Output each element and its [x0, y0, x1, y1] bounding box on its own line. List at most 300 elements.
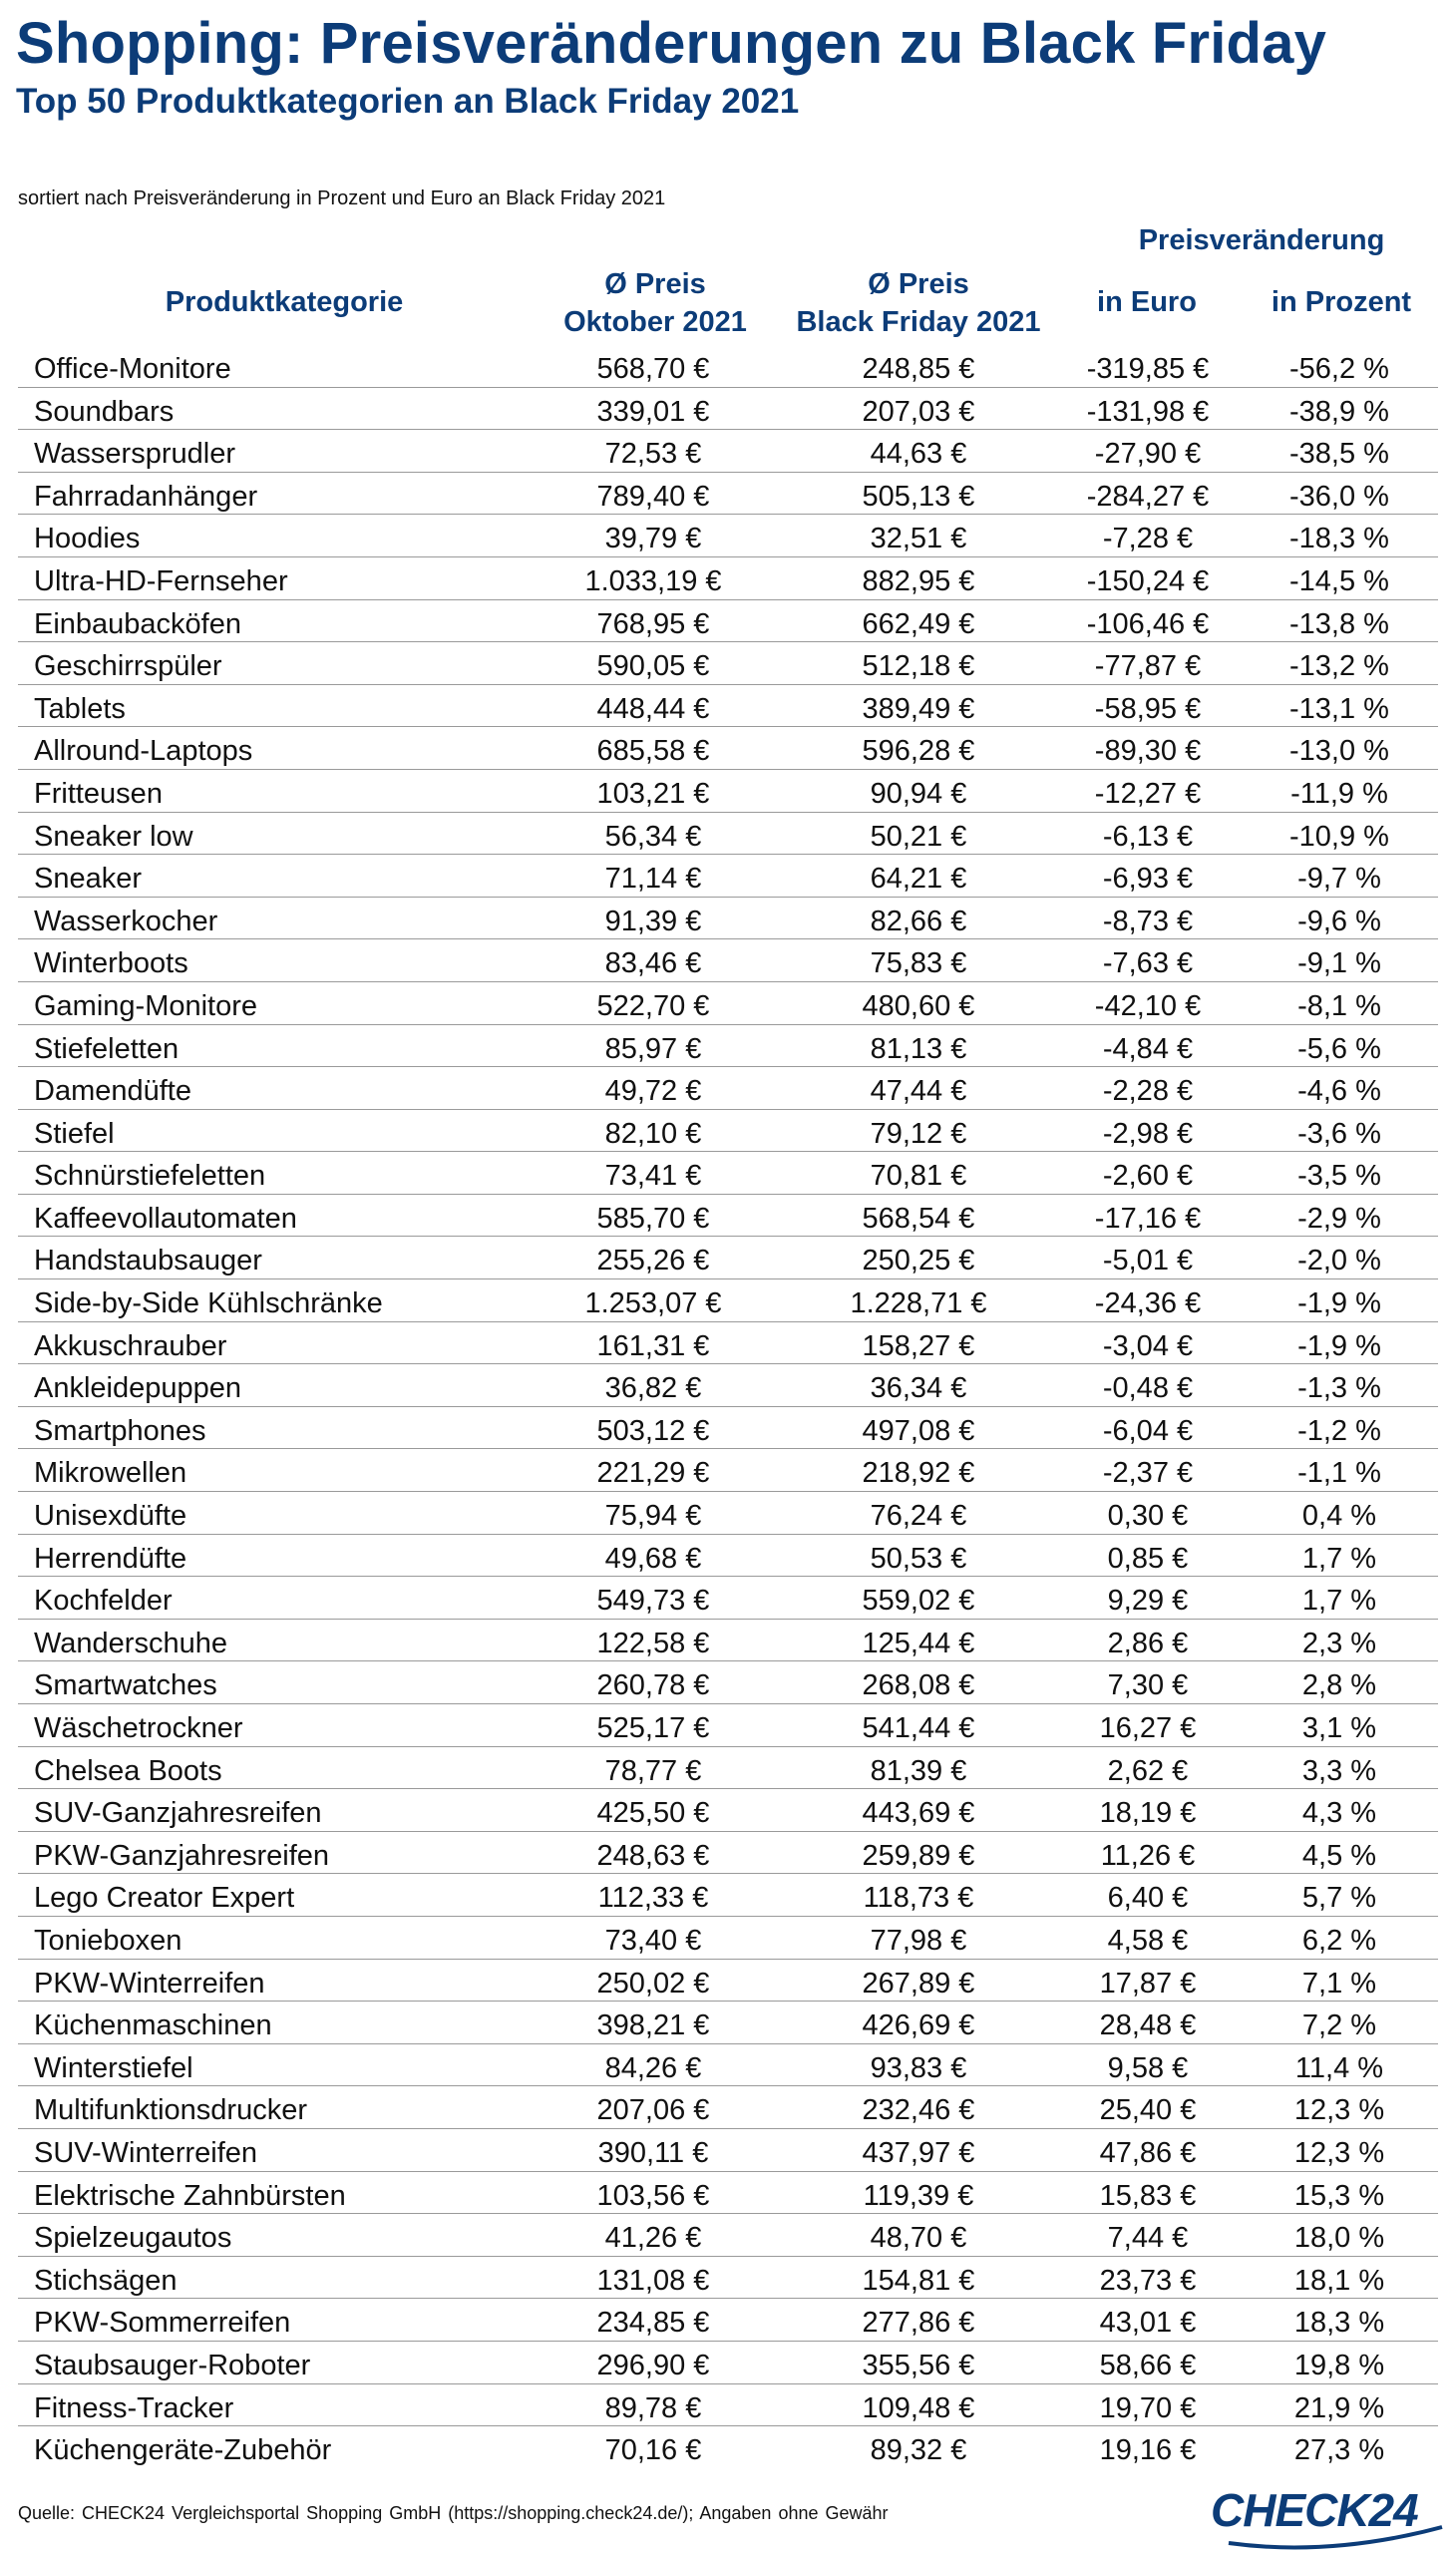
cell-change-euro: 6,40 € — [1107, 1882, 1189, 1915]
cell-price-october: 36,82 € — [604, 1372, 702, 1405]
cell-change-euro: -2,98 € — [1102, 1117, 1194, 1150]
table-row — [18, 1917, 1438, 1960]
cell-change-percent: -3,6 % — [1297, 1117, 1381, 1150]
cell-price-black-friday: 259,89 € — [862, 1839, 975, 1872]
cell-change-euro: 9,29 € — [1107, 1585, 1189, 1618]
cell-price-black-friday: 48,70 € — [870, 2222, 967, 2255]
cell-category: Geschirrspüler — [34, 650, 222, 683]
cell-price-black-friday: 480,60 € — [862, 989, 975, 1022]
cell-change-euro: -17,16 € — [1094, 1202, 1202, 1235]
cell-category: Damendüfte — [34, 1075, 191, 1108]
cell-price-october: 234,85 € — [596, 2307, 710, 2340]
cell-price-october: 72,53 € — [604, 438, 702, 471]
cell-change-percent: 21,9 % — [1293, 2391, 1385, 2424]
cell-price-october: 221,29 € — [596, 1457, 710, 1490]
cell-change-percent: -2,0 % — [1297, 1245, 1381, 1277]
cell-change-euro: 18,19 € — [1099, 1797, 1197, 1830]
cell-price-october: 41,26 € — [604, 2222, 702, 2255]
cell-price-black-friday: 77,98 € — [870, 1924, 967, 1957]
cell-change-percent: 1,7 % — [1301, 1542, 1377, 1575]
cell-price-black-friday: 267,89 € — [862, 1967, 975, 2000]
cell-change-percent: -11,9 % — [1290, 777, 1388, 810]
cell-price-october: 260,78 € — [596, 1669, 710, 1702]
cell-change-percent: -38,9 % — [1289, 395, 1389, 428]
cell-category: Herrendüfte — [34, 1542, 187, 1575]
cell-price-black-friday: 596,28 € — [862, 735, 975, 768]
table-row — [18, 1577, 1438, 1620]
header-in-prozent: in Prozent — [1271, 286, 1412, 318]
table-row — [18, 2002, 1438, 2044]
cell-category: Stichsägen — [34, 2264, 178, 2297]
cell-price-october: 585,70 € — [596, 1202, 710, 1235]
cell-change-euro: -7,63 € — [1102, 947, 1194, 980]
cell-price-october: 75,94 € — [604, 1500, 702, 1533]
cell-price-october: 84,26 € — [604, 2051, 702, 2084]
cell-change-percent: 18,1 % — [1293, 2264, 1385, 2297]
cell-category: Sneaker — [34, 863, 143, 896]
cell-change-euro: -2,28 € — [1102, 1075, 1194, 1108]
cell-change-percent: 18,3 % — [1293, 2307, 1385, 2340]
cell-change-percent: -13,2 % — [1289, 650, 1389, 683]
table-row — [18, 1620, 1438, 1662]
cell-price-october: 590,05 € — [596, 650, 710, 683]
cell-change-percent: -2,9 % — [1297, 1202, 1381, 1235]
cell-change-euro: 0,30 € — [1107, 1500, 1189, 1533]
cell-change-euro: 2,62 € — [1107, 1754, 1189, 1787]
header-preis-black-friday-line1: Ø Preis — [868, 268, 969, 300]
cell-price-black-friday: 559,02 € — [862, 1585, 975, 1618]
cell-price-black-friday: 218,92 € — [862, 1457, 975, 1490]
cell-price-black-friday: 232,46 € — [862, 2094, 975, 2127]
cell-change-percent: -9,1 % — [1297, 947, 1381, 980]
cell-price-october: 103,21 € — [596, 777, 710, 810]
table-row — [18, 515, 1438, 557]
cell-price-black-friday: 541,44 € — [862, 1712, 975, 1744]
cell-change-euro: -319,85 € — [1086, 353, 1210, 385]
cell-price-black-friday: 355,56 € — [862, 2349, 975, 2381]
cell-change-percent: 27,3 % — [1293, 2434, 1385, 2467]
cell-price-black-friday: 75,83 € — [870, 947, 967, 980]
cell-change-percent: -5,6 % — [1297, 1032, 1381, 1065]
cell-price-black-friday: 79,12 € — [870, 1117, 967, 1150]
table-row — [18, 1025, 1438, 1068]
cell-price-october: 390,11 € — [597, 2136, 709, 2169]
cell-change-percent: -1,9 % — [1297, 1329, 1381, 1362]
cell-change-percent: -13,0 % — [1289, 735, 1389, 768]
cell-category: Fritteusen — [34, 777, 163, 810]
cell-category: Wasserkocher — [34, 905, 218, 937]
cell-change-euro: -27,90 € — [1094, 438, 1202, 471]
cell-change-euro: -7,28 € — [1102, 523, 1194, 555]
cell-price-black-friday: 82,66 € — [870, 905, 967, 937]
table-row — [18, 2342, 1438, 2384]
table-row — [18, 770, 1438, 813]
check24-logo — [1211, 2483, 1418, 2537]
cell-price-black-friday: 50,21 € — [870, 820, 967, 853]
table-row — [18, 2129, 1438, 2172]
cell-category: Smartphones — [34, 1414, 206, 1447]
cell-price-october: 39,79 € — [604, 523, 702, 555]
table-row — [18, 557, 1438, 600]
table-row — [18, 1874, 1438, 1917]
table-row — [18, 1449, 1438, 1492]
cell-category: Staubsauger-Roboter — [34, 2349, 311, 2381]
cell-price-black-friday: 118,73 € — [863, 1882, 974, 1915]
cell-change-percent: -1,9 % — [1297, 1287, 1381, 1320]
table-row — [18, 939, 1438, 982]
cell-price-black-friday: 389,49 € — [862, 692, 975, 725]
cell-price-october: 49,68 € — [604, 1542, 702, 1575]
cell-price-black-friday: 81,13 € — [870, 1032, 967, 1065]
cell-change-euro: -131,98 € — [1086, 395, 1210, 428]
cell-price-october: 73,40 € — [604, 1924, 702, 1957]
cell-change-percent: -38,5 % — [1289, 438, 1389, 471]
cell-price-black-friday: 90,94 € — [870, 777, 967, 810]
cell-change-euro: -2,37 € — [1102, 1457, 1194, 1490]
cell-change-percent: 12,3 % — [1293, 2094, 1385, 2127]
table-row — [18, 855, 1438, 898]
cell-category: Unisexdüfte — [34, 1500, 187, 1533]
cell-change-euro: -8,73 € — [1102, 905, 1194, 937]
cell-price-black-friday: 70,81 € — [870, 1160, 967, 1193]
cell-category: Wäschetrockner — [34, 1712, 243, 1744]
cell-price-october: 255,26 € — [596, 1245, 710, 1277]
cell-price-october: 250,02 € — [596, 1967, 710, 2000]
page-title: Shopping: Preisveränderungen zu Black Friday — [16, 11, 1327, 76]
cell-price-black-friday: 437,97 € — [862, 2136, 975, 2169]
cell-change-euro: 19,16 € — [1099, 2434, 1197, 2467]
table-row — [18, 1110, 1438, 1153]
cell-change-euro: 16,27 € — [1099, 1712, 1197, 1744]
cell-change-euro: 4,58 € — [1107, 1924, 1189, 1957]
cell-price-black-friday: 119,39 € — [863, 2179, 974, 2212]
cell-price-black-friday: 89,32 € — [870, 2434, 967, 2467]
cell-category: Office-Monitore — [34, 353, 231, 385]
cell-category: Chelsea Boots — [34, 1754, 222, 1787]
table-row — [18, 2384, 1438, 2427]
cell-category: PKW-Winterreifen — [34, 1967, 265, 2000]
header-preis-black-friday-line2: Black Friday 2021 — [796, 306, 1041, 338]
header-preisveraenderung: Preisveränderung — [1138, 224, 1385, 256]
table-row — [18, 898, 1438, 940]
source-note: Quelle: CHECK24 Vergleichsportal Shopping GmbH (https://shopping.check24.de/); Angaben ohne Gewähr — [18, 2503, 889, 2523]
table-row — [18, 1364, 1438, 1407]
cell-change-euro: -4,84 € — [1102, 1032, 1194, 1065]
cell-price-black-friday: 497,08 € — [862, 1414, 975, 1447]
cell-change-percent: 12,3 % — [1293, 2136, 1385, 2169]
cell-price-october: 103,56 € — [596, 2179, 710, 2212]
table-row — [18, 1789, 1438, 1832]
cell-price-black-friday: 158,27 € — [862, 1329, 975, 1362]
table-row — [18, 600, 1438, 643]
cell-change-percent: 4,3 % — [1301, 1797, 1377, 1830]
cell-price-october: 789,40 € — [596, 480, 710, 513]
cell-change-percent: 4,5 % — [1301, 1839, 1377, 1872]
cell-category: PKW-Sommerreifen — [34, 2307, 291, 2340]
table-row — [18, 1492, 1438, 1535]
page-subtitle: Top 50 Produktkategorien an Black Friday 2021 — [16, 82, 800, 121]
table-row — [18, 2086, 1438, 2129]
cell-category: Elektrische Zahnbürsten — [34, 2179, 346, 2212]
cell-category: Multifunktionsdrucker — [34, 2094, 307, 2127]
cell-change-euro: -24,36 € — [1094, 1287, 1202, 1320]
cell-change-euro: -6,04 € — [1102, 1414, 1194, 1447]
cell-change-percent: 0,4 % — [1301, 1500, 1377, 1533]
cell-price-october: 73,41 € — [604, 1160, 702, 1193]
cell-price-black-friday: 154,81 € — [862, 2264, 975, 2297]
cell-change-euro: -2,60 € — [1102, 1160, 1194, 1193]
cell-change-percent: -56,2 % — [1289, 353, 1389, 385]
cell-category: Soundbars — [34, 395, 175, 428]
cell-change-euro: -58,95 € — [1094, 692, 1202, 725]
sort-note: sortiert nach Preisveränderung in Prozent und Euro an Black Friday 2021 — [18, 187, 666, 209]
cell-category: Winterboots — [34, 947, 188, 980]
cell-change-euro: 25,40 € — [1099, 2094, 1197, 2127]
cell-change-percent: -18,3 % — [1289, 523, 1389, 555]
cell-change-euro: 9,58 € — [1107, 2051, 1189, 2084]
cell-change-percent: -13,8 % — [1289, 607, 1389, 640]
cell-price-black-friday: 36,34 € — [870, 1372, 967, 1405]
cell-change-percent: -8,1 % — [1297, 989, 1381, 1022]
cell-change-percent: -3,5 % — [1297, 1160, 1381, 1193]
cell-category: Side-by-Side Kühlschränke — [34, 1287, 383, 1320]
cell-change-percent: 15,3 % — [1293, 2179, 1385, 2212]
table-row — [18, 2257, 1438, 2300]
cell-change-euro: 7,30 € — [1107, 1669, 1189, 1702]
cell-price-october: 122,58 € — [596, 1627, 710, 1659]
header-preis-oktober-line2: Oktober 2021 — [563, 306, 747, 338]
cell-change-euro: 47,86 € — [1099, 2136, 1197, 2169]
cell-price-october: 685,58 € — [596, 735, 710, 768]
cell-price-october: 503,12 € — [596, 1414, 710, 1447]
table-row — [18, 2214, 1438, 2257]
cell-category: Wanderschuhe — [34, 1627, 227, 1659]
cell-category: Sneaker low — [34, 820, 193, 853]
table-row — [18, 1279, 1438, 1322]
cell-price-october: 89,78 € — [604, 2391, 702, 2424]
cell-price-october: 525,17 € — [596, 1712, 710, 1744]
cell-change-euro: 11,26 € — [1100, 1839, 1196, 1872]
table-row — [18, 1195, 1438, 1238]
cell-change-percent: -10,9 % — [1289, 820, 1389, 853]
cell-category: Lego Creator Expert — [34, 1882, 295, 1915]
cell-price-october: 71,14 € — [604, 863, 702, 896]
header-preis-oktober — [516, 265, 795, 341]
cell-category: Ankleidepuppen — [34, 1372, 242, 1405]
cell-change-percent: -9,6 % — [1297, 905, 1381, 937]
cell-price-october: 161,31 € — [596, 1329, 710, 1362]
cell-change-euro: 19,70 € — [1099, 2391, 1197, 2424]
cell-price-october: 78,77 € — [604, 1754, 702, 1787]
header-in-euro: in Euro — [1097, 286, 1197, 318]
table-row — [18, 1152, 1438, 1195]
cell-price-october: 296,90 € — [596, 2349, 710, 2381]
cell-change-percent: 19,8 % — [1293, 2349, 1385, 2381]
cell-price-black-friday: 443,69 € — [862, 1797, 975, 1830]
cell-category: Wassersprudler — [34, 438, 235, 471]
cell-category: Küchengeräte-Zubehör — [34, 2434, 332, 2467]
cell-price-october: 56,34 € — [604, 820, 702, 853]
table-row — [18, 982, 1438, 1025]
table-row — [18, 2426, 1438, 2469]
logo-text: CHECK24 — [1211, 2484, 1418, 2536]
cell-price-black-friday: 248,85 € — [862, 353, 975, 385]
cell-change-euro: -150,24 € — [1086, 564, 1210, 597]
cell-change-euro: -89,30 € — [1094, 735, 1202, 768]
table-row — [18, 1960, 1438, 2003]
cell-change-euro: -12,27 € — [1094, 777, 1202, 810]
cell-price-black-friday: 44,63 € — [870, 438, 967, 471]
cell-category: Stiefel — [34, 1117, 115, 1150]
cell-change-percent: 1,7 % — [1301, 1585, 1377, 1618]
cell-price-october: 568,70 € — [596, 353, 710, 385]
table-row — [18, 813, 1438, 856]
cell-change-percent: 6,2 % — [1301, 1924, 1377, 1957]
cell-change-euro: -42,10 € — [1094, 989, 1202, 1022]
cell-price-october: 1.033,19 € — [584, 564, 722, 597]
cell-price-black-friday: 662,49 € — [862, 607, 975, 640]
cell-category: Küchenmaschinen — [34, 2009, 272, 2042]
cell-change-percent: 2,3 % — [1301, 1627, 1377, 1659]
cell-change-percent: -1,2 % — [1297, 1414, 1381, 1447]
cell-change-euro: 17,87 € — [1099, 1967, 1197, 2000]
cell-price-black-friday: 109,48 € — [862, 2391, 975, 2424]
cell-price-black-friday: 81,39 € — [870, 1754, 967, 1787]
cell-price-october: 49,72 € — [604, 1075, 702, 1108]
cell-category: Akkuschrauber — [34, 1329, 227, 1362]
cell-price-october: 549,73 € — [596, 1585, 710, 1618]
cell-change-percent: 11,4 % — [1294, 2051, 1384, 2084]
cell-category: Winterstiefel — [34, 2051, 193, 2084]
table-row — [18, 1535, 1438, 1578]
cell-price-black-friday: 93,83 € — [870, 2051, 967, 2084]
table-row — [18, 473, 1438, 516]
table-row — [18, 2172, 1438, 2215]
table-row — [18, 430, 1438, 473]
cell-price-october: 70,16 € — [604, 2434, 702, 2467]
cell-price-black-friday: 505,13 € — [862, 480, 975, 513]
cell-category: Kochfelder — [34, 1585, 173, 1618]
cell-change-percent: 7,1 % — [1301, 1967, 1377, 2000]
cell-price-black-friday: 512,18 € — [862, 650, 975, 683]
cell-price-october: 131,08 € — [596, 2264, 710, 2297]
cell-price-black-friday: 207,03 € — [862, 395, 975, 428]
cell-change-euro: 0,85 € — [1107, 1542, 1189, 1575]
table-row — [18, 1407, 1438, 1450]
cell-change-percent: -36,0 % — [1289, 480, 1389, 513]
table-row — [18, 2299, 1438, 2342]
cell-change-percent: 18,0 % — [1293, 2222, 1385, 2255]
cell-price-black-friday: 882,95 € — [862, 564, 975, 597]
cell-price-october: 398,21 € — [596, 2009, 710, 2042]
cell-category: Ultra-HD-Fernseher — [34, 564, 288, 597]
cell-price-october: 448,44 € — [596, 692, 710, 725]
table-row — [18, 2044, 1438, 2087]
cell-change-euro: -106,46 € — [1086, 607, 1210, 640]
cell-price-october: 339,01 € — [596, 395, 710, 428]
table-row — [18, 727, 1438, 770]
cell-price-black-friday: 277,86 € — [862, 2307, 975, 2340]
cell-change-euro: -6,13 € — [1102, 820, 1194, 853]
cell-change-percent: 2,8 % — [1301, 1669, 1377, 1702]
cell-change-percent: 3,3 % — [1301, 1754, 1377, 1787]
table-row — [18, 1832, 1438, 1875]
table-row — [18, 642, 1438, 685]
cell-price-october: 85,97 € — [604, 1032, 702, 1065]
table-row — [18, 685, 1438, 728]
cell-change-percent: 3,1 % — [1301, 1712, 1377, 1744]
cell-change-euro: 7,44 € — [1107, 2222, 1189, 2255]
cell-change-euro: -3,04 € — [1102, 1329, 1194, 1362]
cell-price-october: 768,95 € — [596, 607, 710, 640]
cell-price-black-friday: 426,69 € — [862, 2009, 975, 2042]
table-row — [18, 1704, 1438, 1747]
header-preis-oktober-line1: Ø Preis — [604, 268, 706, 300]
cell-price-black-friday: 64,21 € — [870, 863, 967, 896]
price-table — [18, 345, 1438, 2469]
cell-price-october: 1.253,07 € — [584, 1287, 722, 1320]
header-preis-black-friday — [774, 265, 1063, 341]
cell-change-euro: -284,27 € — [1086, 480, 1210, 513]
cell-change-euro: 15,83 € — [1099, 2179, 1197, 2212]
cell-change-euro: 28,48 € — [1099, 2009, 1197, 2042]
cell-category: Hoodies — [34, 523, 141, 555]
cell-price-black-friday: 47,44 € — [870, 1075, 967, 1108]
cell-price-black-friday: 125,44 € — [862, 1627, 975, 1659]
cell-price-october: 522,70 € — [596, 989, 710, 1022]
cell-change-percent: -13,1 % — [1289, 692, 1389, 725]
cell-price-october: 83,46 € — [604, 947, 702, 980]
cell-category: Gaming-Monitore — [34, 989, 258, 1022]
cell-change-euro: -5,01 € — [1102, 1245, 1194, 1277]
cell-change-euro: -6,93 € — [1102, 863, 1194, 896]
cell-change-percent: -14,5 % — [1289, 564, 1389, 597]
cell-category: Spielzeugautos — [34, 2222, 232, 2255]
cell-price-october: 91,39 € — [604, 905, 702, 937]
table-row — [18, 1747, 1438, 1790]
cell-category: PKW-Ganzjahresreifen — [34, 1839, 330, 1872]
cell-category: SUV-Ganzjahresreifen — [34, 1797, 322, 1830]
cell-category: Fitness-Tracker — [34, 2391, 234, 2424]
header-produktkategorie: Produktkategorie — [165, 286, 404, 318]
cell-price-october: 112,33 € — [597, 1882, 709, 1915]
cell-change-euro: 43,01 € — [1099, 2307, 1197, 2340]
cell-price-black-friday: 32,51 € — [870, 523, 967, 555]
cell-category: Tablets — [34, 692, 126, 725]
cell-change-percent: -9,7 % — [1297, 863, 1381, 896]
cell-change-percent: 7,2 % — [1301, 2009, 1377, 2042]
cell-price-black-friday: 1.228,71 € — [850, 1287, 987, 1320]
cell-category: Einbaubacköfen — [34, 607, 241, 640]
table-row — [18, 1661, 1438, 1704]
cell-category: Mikrowellen — [34, 1457, 187, 1490]
cell-change-euro: -0,48 € — [1102, 1372, 1194, 1405]
cell-category: Stiefeletten — [34, 1032, 180, 1065]
table-row — [18, 1067, 1438, 1110]
cell-category: Schnürstiefeletten — [34, 1160, 266, 1193]
cell-price-black-friday: 568,54 € — [862, 1202, 975, 1235]
cell-change-euro: -77,87 € — [1094, 650, 1202, 683]
cell-price-black-friday: 76,24 € — [870, 1500, 967, 1533]
cell-price-october: 248,63 € — [596, 1839, 710, 1872]
cell-change-euro: 58,66 € — [1099, 2349, 1197, 2381]
cell-change-percent: -1,3 % — [1297, 1372, 1381, 1405]
cell-category: Kaffeevollautomaten — [34, 1202, 297, 1235]
cell-change-euro: 23,73 € — [1099, 2264, 1197, 2297]
cell-price-october: 425,50 € — [596, 1797, 710, 1830]
cell-category: Fahrradanhänger — [34, 480, 258, 513]
table-row — [18, 1237, 1438, 1279]
